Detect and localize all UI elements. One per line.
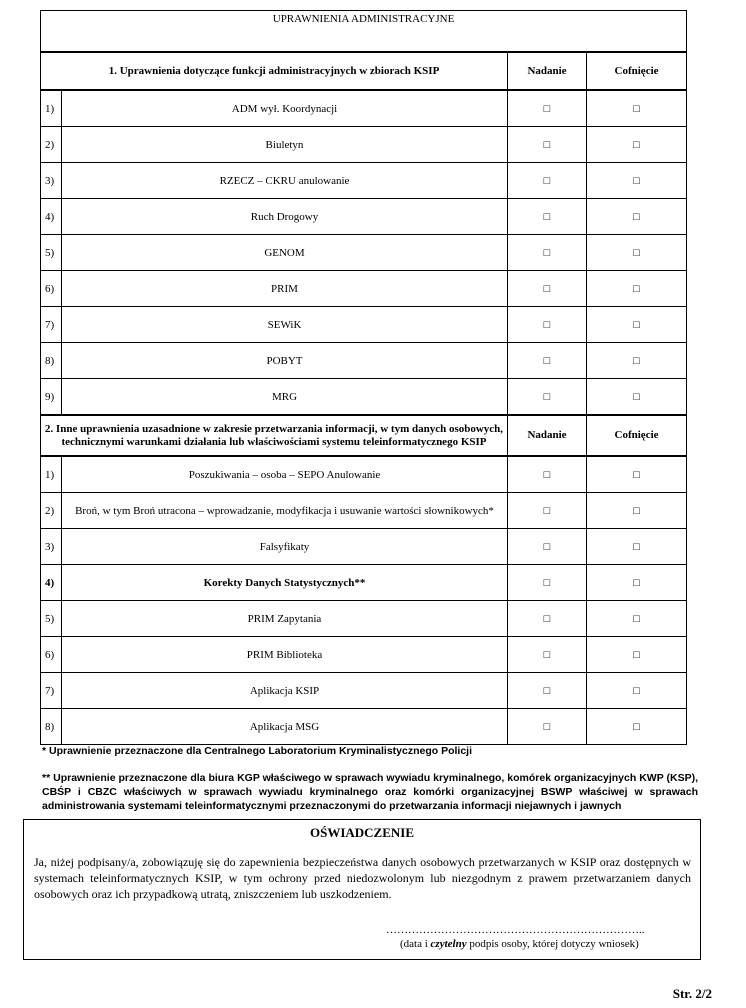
- revoke-checkbox[interactable]: □: [587, 379, 687, 416]
- permission-label: Broń, w tym Broń utracona – wprowadzanie, modyfikacja i usuwanie wartości słownikowych*: [62, 493, 508, 529]
- row-number: 4): [41, 565, 62, 601]
- permission-label: GENOM: [62, 235, 508, 271]
- table-row: [41, 271, 687, 307]
- grant-checkbox[interactable]: □: [508, 271, 587, 307]
- section1-header: 1. Uprawnienia dotyczące funkcji administracyjnych w zbiorach KSIP: [41, 52, 508, 90]
- section2-header-row: [41, 415, 687, 456]
- row-number: 8): [41, 709, 62, 745]
- grant-checkbox[interactable]: □: [508, 379, 587, 416]
- grant-checkbox[interactable]: □: [508, 307, 587, 343]
- permission-label: Poszukiwania – osoba – SEPO Anulowanie: [62, 456, 508, 493]
- signature-caption: (data i czytelny podpis osoby, której dotyczy wniosek): [400, 938, 639, 950]
- revoke-checkbox[interactable]: □: [587, 343, 687, 379]
- section1-header-row: [41, 52, 687, 90]
- revoke-checkbox[interactable]: □: [587, 199, 687, 235]
- revoke-checkbox[interactable]: □: [587, 493, 687, 529]
- permission-label: PRIM Biblioteka: [62, 637, 508, 673]
- table-row: [41, 601, 687, 637]
- permission-label: Falsyfikaty: [62, 529, 508, 565]
- row-number: 4): [41, 199, 62, 235]
- grant-checkbox[interactable]: □: [508, 529, 587, 565]
- table-row: [41, 565, 687, 601]
- declaration-text: Ja, niżej podpisany/a, zobowiązuję się do zapewnienia bezpieczeństwa danych osobowych przetwarzanych w KSIP oraz dostępnych w systemach teleinformatycznych KSIP, w tym ochrony przed niedozwolonym lub niezgodnym z prawem przetwarzaniem danych osobowych oraz ich przypadkową utratą, zniszczeniem lub uszkodzeniem.: [34, 855, 691, 901]
- table-row: [41, 493, 687, 529]
- revoke-checkbox[interactable]: □: [587, 90, 687, 127]
- revoke-checkbox[interactable]: □: [587, 163, 687, 199]
- row-number: 8): [41, 343, 62, 379]
- grant-checkbox[interactable]: □: [508, 673, 587, 709]
- section1-col-grant: Nadanie: [508, 52, 587, 90]
- grant-checkbox[interactable]: □: [508, 127, 587, 163]
- section2-col-revoke: Cofnięcie: [587, 415, 687, 456]
- section2-header: 2. Inne uprawnienia uzasadnione w zakresie przetwarzania informacji, w tym danych osobowych, technicznymi warunkami działania lub właściwościami systemu teleinformatycznego KSIP: [41, 415, 508, 456]
- permission-label: ADM wył. Koordynacji: [62, 90, 508, 127]
- row-number: 9): [41, 379, 62, 416]
- table-row: [41, 673, 687, 709]
- table-row: [41, 709, 687, 745]
- permissions-table: [40, 10, 687, 745]
- revoke-checkbox[interactable]: □: [587, 673, 687, 709]
- grant-checkbox[interactable]: □: [508, 493, 587, 529]
- revoke-checkbox[interactable]: □: [587, 709, 687, 745]
- table-row: [41, 235, 687, 271]
- declaration-box: [23, 819, 701, 960]
- permission-label: Biuletyn: [62, 127, 508, 163]
- grant-checkbox[interactable]: □: [508, 235, 587, 271]
- table-row: [41, 307, 687, 343]
- permission-label: Aplikacja MSG: [62, 709, 508, 745]
- grant-checkbox[interactable]: □: [508, 90, 587, 127]
- revoke-checkbox[interactable]: □: [587, 529, 687, 565]
- table-row: [41, 90, 687, 127]
- permission-label: MRG: [62, 379, 508, 416]
- grant-checkbox[interactable]: □: [508, 343, 587, 379]
- grant-checkbox[interactable]: □: [508, 565, 587, 601]
- revoke-checkbox[interactable]: □: [587, 235, 687, 271]
- table-row: [41, 456, 687, 493]
- row-number: 5): [41, 601, 62, 637]
- permission-label: SEWiK: [62, 307, 508, 343]
- revoke-checkbox[interactable]: □: [587, 127, 687, 163]
- row-number: 2): [41, 493, 62, 529]
- table-row: [41, 199, 687, 235]
- table-row: [41, 127, 687, 163]
- grant-checkbox[interactable]: □: [508, 601, 587, 637]
- row-number: 6): [41, 271, 62, 307]
- row-number: 6): [41, 637, 62, 673]
- footnote-2: ** Uprawnienie przeznaczone dla biura KGP właściwego w sprawach wywiadu kryminalnego, komórek organizacyjnych KWP (KSP), CBŚP i CBZC właściwych w sprawach wywiadu kryminalnego oraz komórki organizacyjnej BSWP właściwej w sprawach administrowania systemami teleinformatycznymi przeznaczonymi do przetwarzania informacji niejawnych i jawnych: [42, 772, 698, 812]
- permission-label: PRIM: [62, 271, 508, 307]
- row-number: 1): [41, 456, 62, 493]
- permission-label: RZECZ – CKRU anulowanie: [62, 163, 508, 199]
- table-row: [41, 529, 687, 565]
- permission-label: PRIM Zapytania: [62, 601, 508, 637]
- table-row: [41, 343, 687, 379]
- grant-checkbox[interactable]: □: [508, 163, 587, 199]
- permission-label: Aplikacja KSIP: [62, 673, 508, 709]
- permission-label: Korekty Danych Statystycznych**: [62, 565, 508, 601]
- row-number: 2): [41, 127, 62, 163]
- section1-col-revoke: Cofnięcie: [587, 52, 687, 90]
- permission-label: Ruch Drogowy: [62, 199, 508, 235]
- permission-label: POBYT: [62, 343, 508, 379]
- grant-checkbox[interactable]: □: [508, 637, 587, 673]
- revoke-checkbox[interactable]: □: [587, 601, 687, 637]
- signature-line[interactable]: ……………………………………………………………..: [386, 924, 645, 936]
- table-row: [41, 379, 687, 416]
- grant-checkbox[interactable]: □: [508, 199, 587, 235]
- section2-col-grant: Nadanie: [508, 415, 587, 456]
- grant-checkbox[interactable]: □: [508, 456, 587, 493]
- page-number: Str. 2/2: [672, 986, 712, 1001]
- row-number: 7): [41, 307, 62, 343]
- table-row: [41, 163, 687, 199]
- revoke-checkbox[interactable]: □: [587, 456, 687, 493]
- revoke-checkbox[interactable]: □: [587, 271, 687, 307]
- row-number: 5): [41, 235, 62, 271]
- row-number: 3): [41, 163, 62, 199]
- row-number: 3): [41, 529, 62, 565]
- row-number: 1): [41, 90, 62, 127]
- table-row: [41, 637, 687, 673]
- declaration-title: OŚWIADCZENIE: [309, 825, 415, 840]
- footnote-1: * Uprawnienie przeznaczone dla Centralnego Laboratorium Kryminalistycznego Policji: [42, 745, 473, 757]
- page-title: UPRAWNIENIA ADMINISTRACYJNE: [41, 11, 687, 53]
- revoke-checkbox[interactable]: □: [587, 307, 687, 343]
- revoke-checkbox[interactable]: □: [587, 565, 687, 601]
- row-number: 7): [41, 673, 62, 709]
- revoke-checkbox[interactable]: □: [587, 637, 687, 673]
- grant-checkbox[interactable]: □: [508, 709, 587, 745]
